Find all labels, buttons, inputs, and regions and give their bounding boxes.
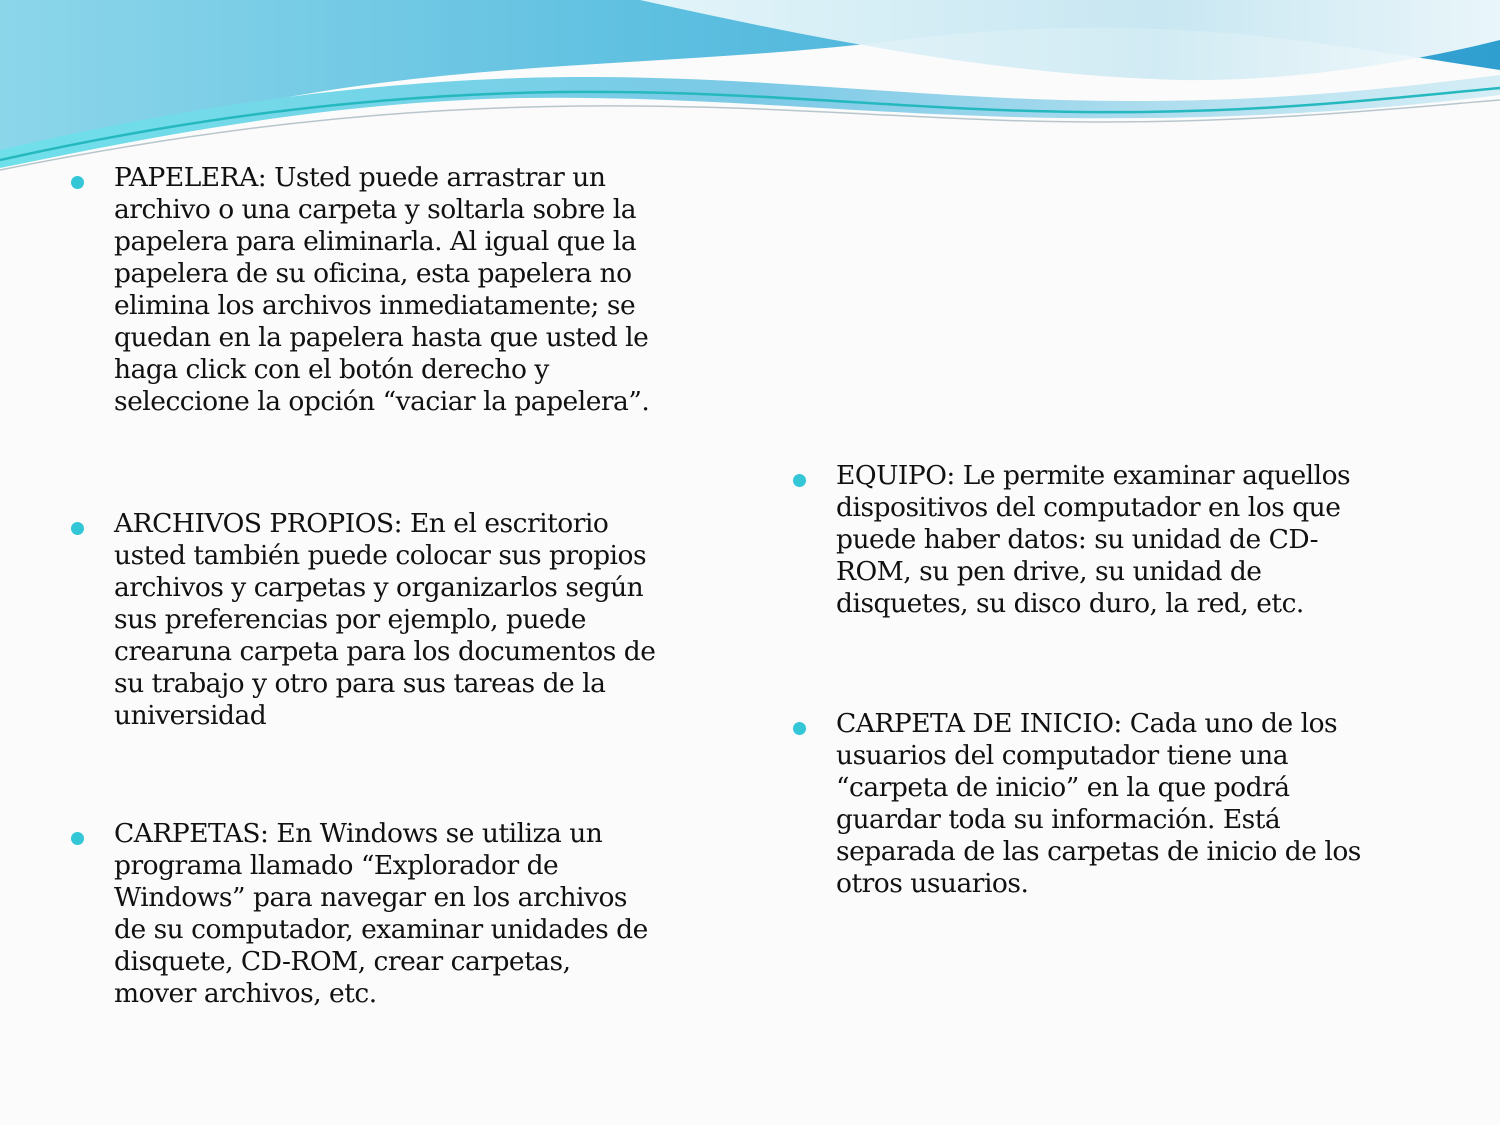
bullet-text: EQUIPO: Le permite examinar aquellos dispositivos del computador en los que puede haber datos: su unidad de CD- ROM, su pen drive, su unidad de disquetes, su disco duro, la red, etc. (836, 460, 1351, 619)
bullet-text: CARPETAS: En Windows se utiliza un programa llamado “Explorador de Windows” para navegar en los archivos de su computador, examinar unidades de disquete, CD-ROM, crear carpetas, mover archivos, etc. (114, 818, 648, 1009)
bullet-dot-icon (71, 832, 84, 845)
bullet-equipo (790, 460, 1430, 620)
bullet-papelera (68, 162, 718, 418)
bullet-archivos-propios (68, 508, 718, 732)
bullet-dot-icon (71, 176, 84, 189)
bullet-text: CARPETA DE INICIO: Cada uno de los usuarios del computador tiene una “carpeta de inicio” en la que podrá guardar toda su información. Está separada de las carpetas de inicio de los otros usuarios. (836, 708, 1361, 899)
bullet-text: ARCHIVOS PROPIOS: En el escritorio usted también puede colocar sus propios archivos y carpetas y organizarlos según sus preferencias por ejemplo, puede crearuna carpeta para los documentos de su trabajo y otro para sus tareas de la universidad (114, 508, 656, 731)
bullet-carpeta-de-inicio (790, 708, 1430, 900)
bullet-dot-icon (793, 474, 806, 487)
bullet-dot-icon (793, 722, 806, 735)
bullet-carpetas (68, 818, 718, 1010)
bullet-text: PAPELERA: Usted puede arrastrar un archivo o una carpeta y soltarla sobre la papelera para eliminarla. Al igual que la papelera de su oficina, esta papelera no elimina los archivos inmediatamente; se quedan en la papelera hasta que usted le haga click con el botón derecho y seleccione la opción “vaciar la papelera”. (114, 162, 650, 417)
bullet-dot-icon (71, 522, 84, 535)
